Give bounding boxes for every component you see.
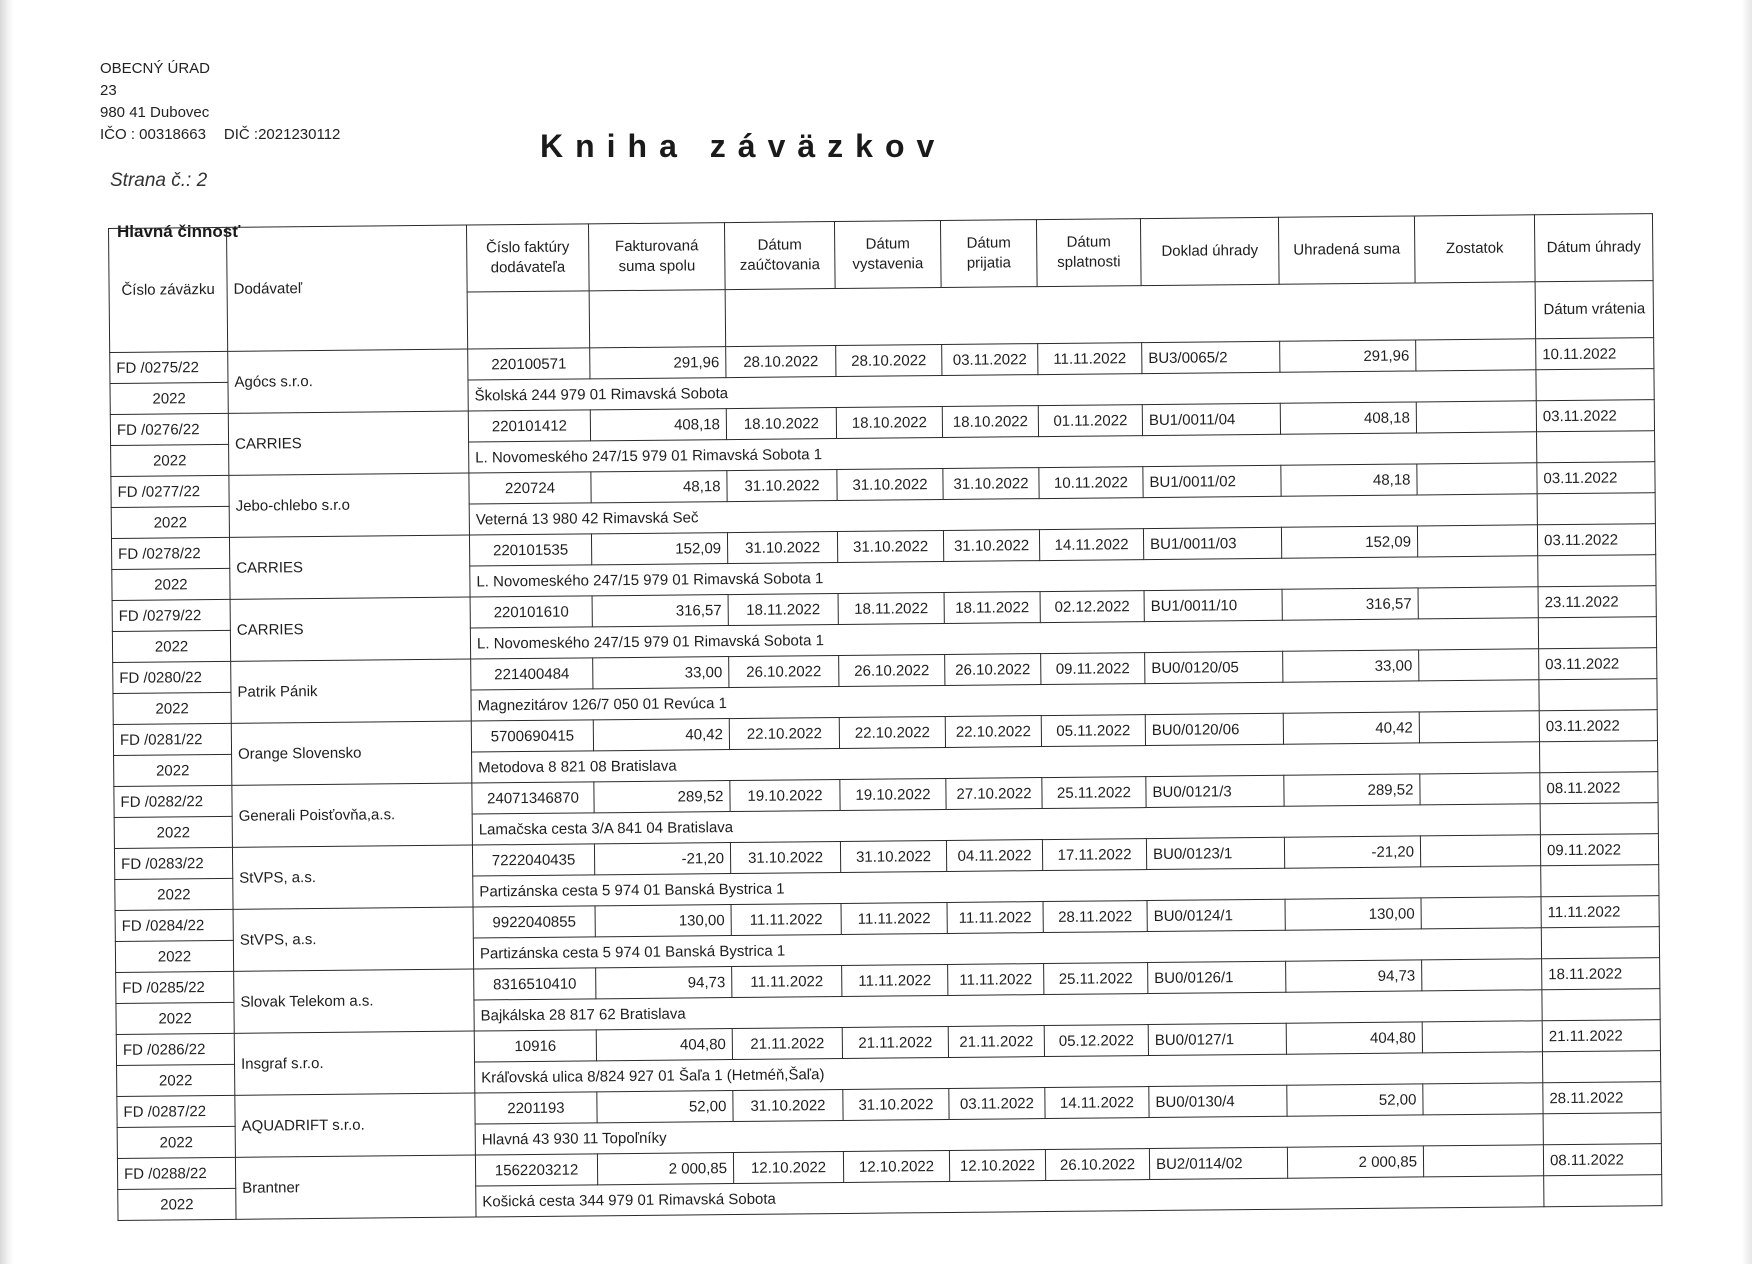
supplier-name: Agócs s.r.o. (228, 349, 469, 413)
paid-amount: 33,00 (1283, 650, 1419, 682)
payment-date: 03.11.2022 (1537, 462, 1655, 494)
return-date (1540, 803, 1658, 835)
due-date: 05.11.2022 (1041, 715, 1145, 747)
payment-date: 08.11.2022 (1540, 772, 1658, 804)
liability-year: 2022 (112, 568, 230, 600)
payment-document: BU0/0126/1 (1148, 961, 1286, 993)
receipt-date: 21.11.2022 (948, 1026, 1044, 1058)
supplier-address: Košická cesta 344 979 01 Rimavská Sobota (476, 1176, 1544, 1217)
receipt-date: 04.11.2022 (946, 840, 1042, 872)
posting-date: 18.11.2022 (728, 594, 838, 626)
issue-date: 28.10.2022 (836, 345, 942, 377)
scan-edge-right (1742, 0, 1752, 1264)
balance (1416, 339, 1536, 371)
posting-date: 22.10.2022 (729, 718, 839, 750)
receipt-date: 03.11.2022 (942, 344, 1038, 376)
return-date (1542, 1051, 1660, 1083)
payment-document: BU0/0121/3 (1146, 775, 1284, 807)
posting-date: 31.10.2022 (727, 532, 837, 564)
document-title: Kniha záväzkov (540, 128, 947, 164)
issue-date: 31.10.2022 (840, 840, 946, 872)
supplier-address: Lamačska cesta 3/A 841 04 Bratislava (472, 804, 1540, 845)
invoice-amount: 52,00 (597, 1091, 733, 1123)
invoice-number: 220724 (469, 472, 591, 504)
due-date: 14.11.2022 (1039, 529, 1143, 561)
col-dodavatel: Dodávateľ (226, 225, 467, 351)
paid-amount: 48,18 (1281, 464, 1417, 496)
liability-number: FD /0284/22 (115, 909, 233, 941)
due-date: 25.11.2022 (1044, 963, 1148, 995)
supplier-address: Veterná 13 980 42 Rimavská Seč (469, 494, 1537, 535)
posting-date: 11.11.2022 (731, 903, 841, 935)
issue-date: 31.10.2022 (837, 468, 943, 500)
paid-amount: 316,57 (1282, 588, 1418, 620)
payment-document: BU1/0011/10 (1144, 589, 1282, 621)
col-cislo-faktury: Číslo faktúry dodávateľa (466, 224, 589, 292)
org-ids (100, 124, 340, 146)
supplier-name: Generali Poisťovňa,a.s. (232, 783, 473, 847)
balance (1422, 959, 1542, 991)
scan-edge-left (0, 0, 14, 1264)
balance (1417, 525, 1537, 557)
liability-year: 2022 (113, 692, 231, 724)
col-doklad-uhrady: Doklad úhrady (1140, 217, 1279, 285)
liability-number: FD /0288/22 (117, 1157, 235, 1189)
payment-date: 10.11.2022 (1536, 338, 1654, 370)
issue-date: 26.10.2022 (839, 654, 945, 686)
posting-date: 21.11.2022 (732, 1027, 842, 1059)
receipt-date: 11.11.2022 (947, 902, 1043, 934)
due-date: 17.11.2022 (1042, 839, 1146, 871)
return-date (1538, 617, 1656, 649)
payment-date: 03.11.2022 (1536, 400, 1654, 432)
balance (1420, 835, 1540, 867)
supplier-address: Magnezitárov 126/7 050 01 Revúca 1 (471, 680, 1539, 721)
invoice-number: 9922040855 (473, 906, 595, 938)
liability-year: 2022 (114, 816, 232, 848)
payment-document: BU0/0123/1 (1146, 837, 1284, 869)
supplier-address: Metodova 8 821 08 Bratislava (472, 742, 1540, 783)
supplier-name: Jebo-chlebo s.r.o (229, 473, 470, 537)
due-date: 10.11.2022 (1039, 467, 1143, 499)
ico-value: IČO : 00318663 (100, 126, 206, 143)
liability-number: FD /0283/22 (114, 847, 232, 879)
supplier-address: L. Novomeského 247/15 979 01 Rimavská Sobota 1 (470, 556, 1538, 597)
due-date: 01.11.2022 (1038, 405, 1142, 437)
invoice-number: 24071346870 (472, 782, 594, 814)
payment-date: 18.11.2022 (1542, 958, 1660, 990)
return-date (1537, 431, 1655, 463)
liability-year: 2022 (115, 878, 233, 910)
header-blank-suma (589, 290, 726, 348)
return-date (1537, 493, 1655, 525)
invoice-number: 5700690415 (471, 720, 593, 752)
org-city: 980 41 Dubovec (100, 104, 210, 121)
supplier-name: CARRIES (229, 535, 470, 599)
supplier-address: L. Novomeského 247/15 979 01 Rimavská Sobota 1 (469, 432, 1537, 473)
supplier-address: Kráľovská ulica 8/824 927 01 Šaľa 1 (Hetméň,Šaľa) (475, 1052, 1543, 1093)
invoice-amount: 40,42 (593, 719, 729, 751)
col-uhradena-suma: Uhradená suma (1278, 216, 1415, 284)
receipt-date: 18.10.2022 (942, 406, 1038, 438)
invoice-number: 220101610 (470, 596, 592, 628)
ledger-table (108, 213, 1662, 1221)
receipt-date: 26.10.2022 (945, 654, 1041, 686)
paid-amount: 52,00 (1287, 1084, 1423, 1116)
invoice-amount: 152,09 (591, 533, 727, 565)
supplier-name: AQUADRIFT s.r.o. (235, 1093, 476, 1157)
payment-document: BU0/0130/4 (1149, 1085, 1287, 1117)
posting-date: 26.10.2022 (729, 656, 839, 688)
liability-year: 2022 (117, 1126, 235, 1158)
balance (1419, 649, 1539, 681)
issue-date: 11.11.2022 (841, 902, 947, 934)
org-name: OBECNÝ ÚRAD (100, 60, 211, 77)
invoice-amount: 291,96 (590, 347, 726, 379)
col-datum-zauctovania: Dátum zaúčtovania (724, 222, 835, 290)
liability-number: FD /0276/22 (110, 413, 228, 445)
due-date: 14.11.2022 (1045, 1087, 1149, 1119)
col-datum-vratenia: Dátum vrátenia (1535, 281, 1654, 339)
organization-block (100, 58, 340, 146)
return-date (1536, 369, 1654, 401)
payment-date: 21.11.2022 (1542, 1020, 1660, 1052)
invoice-number: 2201193 (475, 1092, 597, 1124)
payment-document: BU1/0011/02 (1143, 465, 1281, 497)
col-datum-splatnosti: Dátum splatnosti (1036, 219, 1141, 287)
invoice-amount: 408,18 (590, 409, 726, 441)
return-date (1543, 1113, 1661, 1145)
payment-document: BU0/0120/05 (1145, 651, 1283, 683)
posting-date: 31.10.2022 (727, 470, 837, 502)
balance (1418, 587, 1538, 619)
col-cislo-zavazku: Číslo záväzku (109, 227, 228, 352)
due-date: 09.11.2022 (1041, 653, 1145, 685)
balance (1419, 711, 1539, 743)
due-date: 25.11.2022 (1042, 777, 1146, 809)
payment-document: BU2/0114/02 (1149, 1147, 1287, 1179)
issue-date: 18.10.2022 (836, 407, 942, 439)
return-date (1538, 555, 1656, 587)
issue-date: 31.10.2022 (837, 530, 943, 562)
posting-date: 18.10.2022 (726, 408, 836, 440)
receipt-date: 12.10.2022 (949, 1150, 1045, 1182)
paid-amount: 152,09 (1281, 526, 1417, 558)
paid-amount: 289,52 (1284, 774, 1420, 806)
invoice-amount: 33,00 (593, 657, 729, 689)
issue-date: 22.10.2022 (839, 716, 945, 748)
liability-number: FD /0277/22 (111, 475, 229, 507)
liability-number: FD /0278/22 (111, 537, 229, 569)
payment-date: 11.11.2022 (1541, 896, 1659, 928)
posting-date: 19.10.2022 (730, 780, 840, 812)
receipt-date: 27.10.2022 (946, 778, 1042, 810)
invoice-amount: 2 000,85 (597, 1153, 733, 1185)
invoice-amount: 404,80 (596, 1029, 732, 1061)
ledger-body (110, 338, 1662, 1221)
invoice-amount: -21,20 (594, 843, 730, 875)
liability-year: 2022 (114, 754, 232, 786)
return-date (1544, 1175, 1662, 1207)
posting-date: 31.10.2022 (730, 841, 840, 873)
invoice-number: 8316510410 (474, 968, 596, 1000)
return-date (1542, 989, 1660, 1021)
supplier-address: Partizánska cesta 5 974 01 Banská Bystrica 1 (473, 928, 1541, 969)
return-date (1539, 741, 1657, 773)
liability-number: FD /0279/22 (112, 599, 230, 631)
supplier-name: StVPS, a.s. (232, 845, 473, 909)
due-date: 05.12.2022 (1044, 1025, 1148, 1057)
liability-number: FD /0280/22 (113, 661, 231, 693)
receipt-date: 03.11.2022 (949, 1088, 1045, 1120)
paid-amount: 291,96 (1280, 340, 1416, 372)
paid-amount: 130,00 (1285, 898, 1421, 930)
supplier-name: CARRIES (228, 411, 469, 475)
supplier-name: CARRIES (230, 597, 471, 661)
issue-date: 31.10.2022 (843, 1088, 949, 1120)
issue-date: 21.11.2022 (842, 1026, 948, 1058)
supplier-name: Slovak Telekom a.s. (234, 969, 475, 1033)
balance (1416, 401, 1536, 433)
posting-date: 12.10.2022 (733, 1151, 843, 1183)
payment-document: BU0/0124/1 (1147, 899, 1285, 931)
posting-date: 28.10.2022 (726, 346, 836, 378)
paid-amount: -21,20 (1284, 836, 1420, 868)
liability-number: FD /0275/22 (110, 351, 228, 383)
invoice-number: 7222040435 (472, 844, 594, 876)
due-date: 02.12.2022 (1040, 591, 1144, 623)
due-date: 28.11.2022 (1043, 901, 1147, 933)
payment-date: 23.11.2022 (1538, 586, 1656, 618)
payment-date: 09.11.2022 (1540, 834, 1658, 866)
issue-date: 11.11.2022 (842, 964, 948, 996)
receipt-date: 22.10.2022 (945, 716, 1041, 748)
payment-document: BU0/0120/06 (1145, 713, 1283, 745)
col-datum-uhrady: Dátum úhrady (1534, 214, 1653, 282)
col-zostatok: Zostatok (1414, 215, 1535, 283)
supplier-name: StVPS, a.s. (233, 907, 474, 971)
supplier-address: Hlavná 43 930 11 Topoľníky (475, 1114, 1543, 1155)
receipt-date: 18.11.2022 (944, 592, 1040, 624)
liability-number: FD /0282/22 (114, 785, 232, 817)
header-blank-wide (725, 282, 1536, 347)
payment-document: BU1/0011/04 (1142, 403, 1280, 435)
return-date (1541, 927, 1659, 959)
paid-amount: 408,18 (1280, 402, 1416, 434)
receipt-date: 31.10.2022 (943, 468, 1039, 500)
balance (1420, 773, 1540, 805)
invoice-number: 221400484 (471, 658, 593, 690)
col-datum-vystavenia: Dátum vystavenia (834, 221, 941, 289)
invoice-amount: 130,00 (595, 905, 731, 937)
payment-document: BU1/0011/03 (1143, 527, 1281, 559)
balance (1423, 1145, 1543, 1177)
payment-date: 03.11.2022 (1539, 648, 1657, 680)
liability-number: FD /0286/22 (116, 1033, 234, 1065)
invoice-number: 220100571 (468, 348, 590, 380)
header-blank-faktura (467, 291, 590, 349)
liability-year: 2022 (118, 1188, 236, 1220)
due-date: 11.11.2022 (1038, 343, 1142, 375)
paid-amount: 2 000,85 (1287, 1146, 1423, 1178)
dic-value: DIČ :2021230112 (223, 126, 341, 143)
issue-date: 18.11.2022 (838, 592, 944, 624)
supplier-address: Partizánska cesta 5 974 01 Banská Bystrica 1 (473, 866, 1541, 907)
liability-year: 2022 (112, 630, 230, 662)
payment-date: 03.11.2022 (1537, 524, 1655, 556)
invoice-number: 10916 (474, 1030, 596, 1062)
liability-number: FD /0287/22 (117, 1095, 235, 1127)
payment-document: BU3/0065/2 (1142, 341, 1280, 373)
balance (1417, 463, 1537, 495)
liability-year: 2022 (111, 506, 229, 538)
return-date (1541, 865, 1659, 897)
balance (1422, 1021, 1542, 1053)
supplier-name: Brantner (235, 1155, 476, 1219)
liability-year: 2022 (115, 940, 233, 972)
invoice-number: 220101412 (468, 410, 590, 442)
posting-date: 11.11.2022 (732, 965, 842, 997)
org-number: 23 (100, 82, 117, 99)
invoice-amount: 48,18 (591, 471, 727, 503)
payment-date: 28.11.2022 (1543, 1082, 1661, 1114)
liability-number: FD /0285/22 (116, 971, 234, 1003)
supplier-address: Školská 244 979 01 Rimavská Sobota (468, 370, 1536, 411)
posting-date: 31.10.2022 (733, 1089, 843, 1121)
balance (1423, 1083, 1543, 1115)
liability-year: 2022 (111, 444, 229, 476)
receipt-date: 11.11.2022 (948, 964, 1044, 996)
supplier-name: Insgraf s.r.o. (234, 1031, 475, 1095)
invoice-number: 1562203212 (475, 1154, 597, 1186)
page-number: Strana č.: 2 (110, 170, 208, 191)
payment-date: 08.11.2022 (1543, 1144, 1661, 1176)
invoice-amount: 289,52 (594, 781, 730, 813)
supplier-name: Orange Slovensko (231, 721, 472, 785)
supplier-address: Bajkálska 28 817 62 Bratislava (474, 990, 1542, 1031)
liability-year: 2022 (110, 382, 228, 414)
issue-date: 12.10.2022 (843, 1150, 949, 1182)
return-date (1539, 679, 1657, 711)
supplier-name: Patrik Pánik (231, 659, 472, 723)
col-datum-prijatia: Dátum prijatia (940, 220, 1037, 288)
paid-amount: 404,80 (1286, 1022, 1422, 1054)
supplier-address: L. Novomeského 247/15 979 01 Rimavská Sobota 1 (470, 618, 1538, 659)
paid-amount: 40,42 (1283, 712, 1419, 744)
payment-date: 03.11.2022 (1539, 710, 1657, 742)
section-label: Hlavná činnosť (117, 222, 241, 241)
liability-number: FD /0281/22 (113, 723, 231, 755)
invoice-number: 220101535 (469, 534, 591, 566)
col-fakturovana-suma: Fakturovaná suma spolu (588, 223, 725, 291)
liability-year: 2022 (116, 1002, 234, 1034)
paid-amount: 94,73 (1286, 960, 1422, 992)
issue-date: 19.10.2022 (840, 778, 946, 810)
balance (1421, 897, 1541, 929)
payment-document: BU0/0127/1 (1148, 1023, 1286, 1055)
invoice-amount: 94,73 (596, 967, 732, 999)
invoice-amount: 316,57 (592, 595, 728, 627)
due-date: 26.10.2022 (1045, 1149, 1149, 1181)
liability-year: 2022 (117, 1064, 235, 1096)
receipt-date: 31.10.2022 (943, 530, 1039, 562)
